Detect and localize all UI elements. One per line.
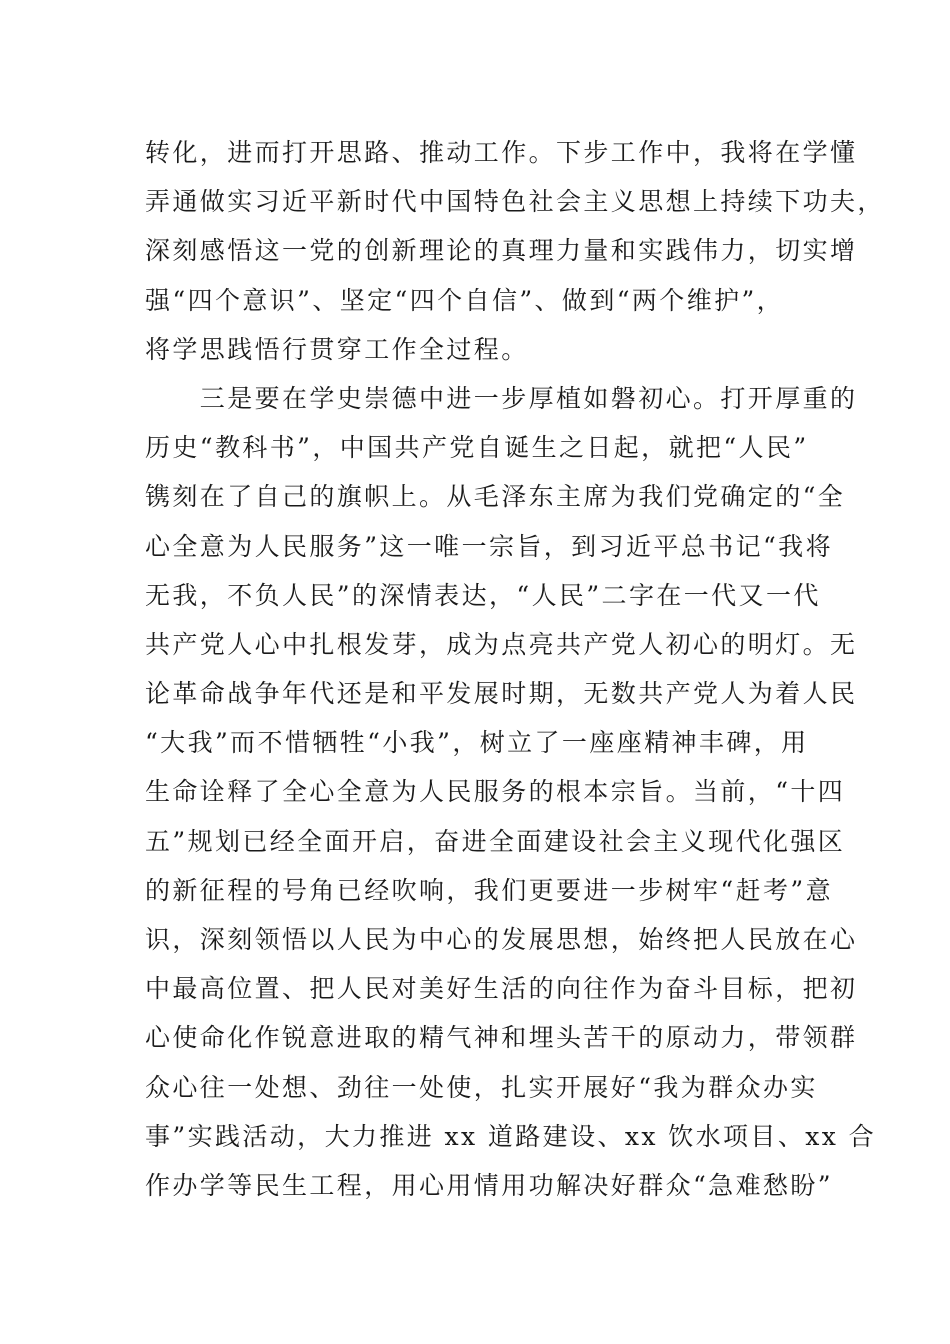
text-line: 生命诠释了全心全意为人民服务的根本宗旨。当前，“十四: [145, 777, 846, 807]
text-line: 深刻感悟这一党的创新理论的真理力量和实践伟力，切实增: [145, 236, 858, 266]
text-line: 共产党人心中扎根发芽，成为点亮共产党人初心的明灯。无: [145, 629, 858, 659]
text-line: 心使命化作锐意进取的精气神和埋头苦干的原动力，带领群: [145, 1023, 858, 1053]
text-line: 中最高位置、把人民对美好生活的向往作为奋斗目标，把初: [145, 974, 858, 1004]
text-line: 识，深刻领悟以人民为中心的发展思想，始终把人民放在心: [145, 925, 858, 954]
text-line: 事”实践活动，大力推进 xx 道路建设、xx 饮水项目、xx 合: [145, 1121, 876, 1151]
document-body-text: [145, 128, 885, 1210]
text-line: 历史“教科书”，中国共产党自诞生之日起，就把“人民”: [145, 433, 809, 463]
text-line: 作办学等民生工程，用心用情用功解决好群众“急难愁盼”: [145, 1170, 833, 1200]
text-line: 强“四个意识”、坚定“四个自信”、做到“两个维护”，: [145, 285, 785, 315]
text-line: 心全意为人民服务”这一唯一宗旨，到习近平总书记“我将: [145, 531, 833, 561]
text-line: 的新征程的号角已经吹响，我们更要进一步树牢“赶考”意: [145, 875, 833, 905]
text-line: 众心往一处想、劲往一处使，扎实开展好“我为群众办实: [145, 1072, 818, 1102]
text-line: “大我”而不惜牺牲“小我”，树立了一座座精神丰碑，用: [145, 728, 809, 758]
paragraph-start-line: 三是要在学史崇德中进一步厚植如磐初心。打开厚重的: [145, 383, 858, 413]
text-line: 论革命战争年代还是和平发展时期，无数共产党人为着人民: [145, 679, 858, 709]
text-line: 无我，不负人民”的深情表达，“人民”二字在一代又一代: [145, 580, 821, 610]
text-line: 将学思践悟行贯穿工作全过程。: [145, 334, 529, 364]
text-line: 五”规划已经全面开启，奋进全面建设社会主义现代化强区: [145, 826, 846, 856]
text-line: 弄通做实习近平新时代中国特色社会主义思想上持续下功夫，: [145, 187, 885, 217]
text-line: 镌刻在了自己的旗帜上。从毛泽东主席为我们党确定的“全: [145, 482, 846, 512]
text-line: 转化，进而打开思路、推动工作。下步工作中，我将在学懂: [145, 138, 858, 167]
